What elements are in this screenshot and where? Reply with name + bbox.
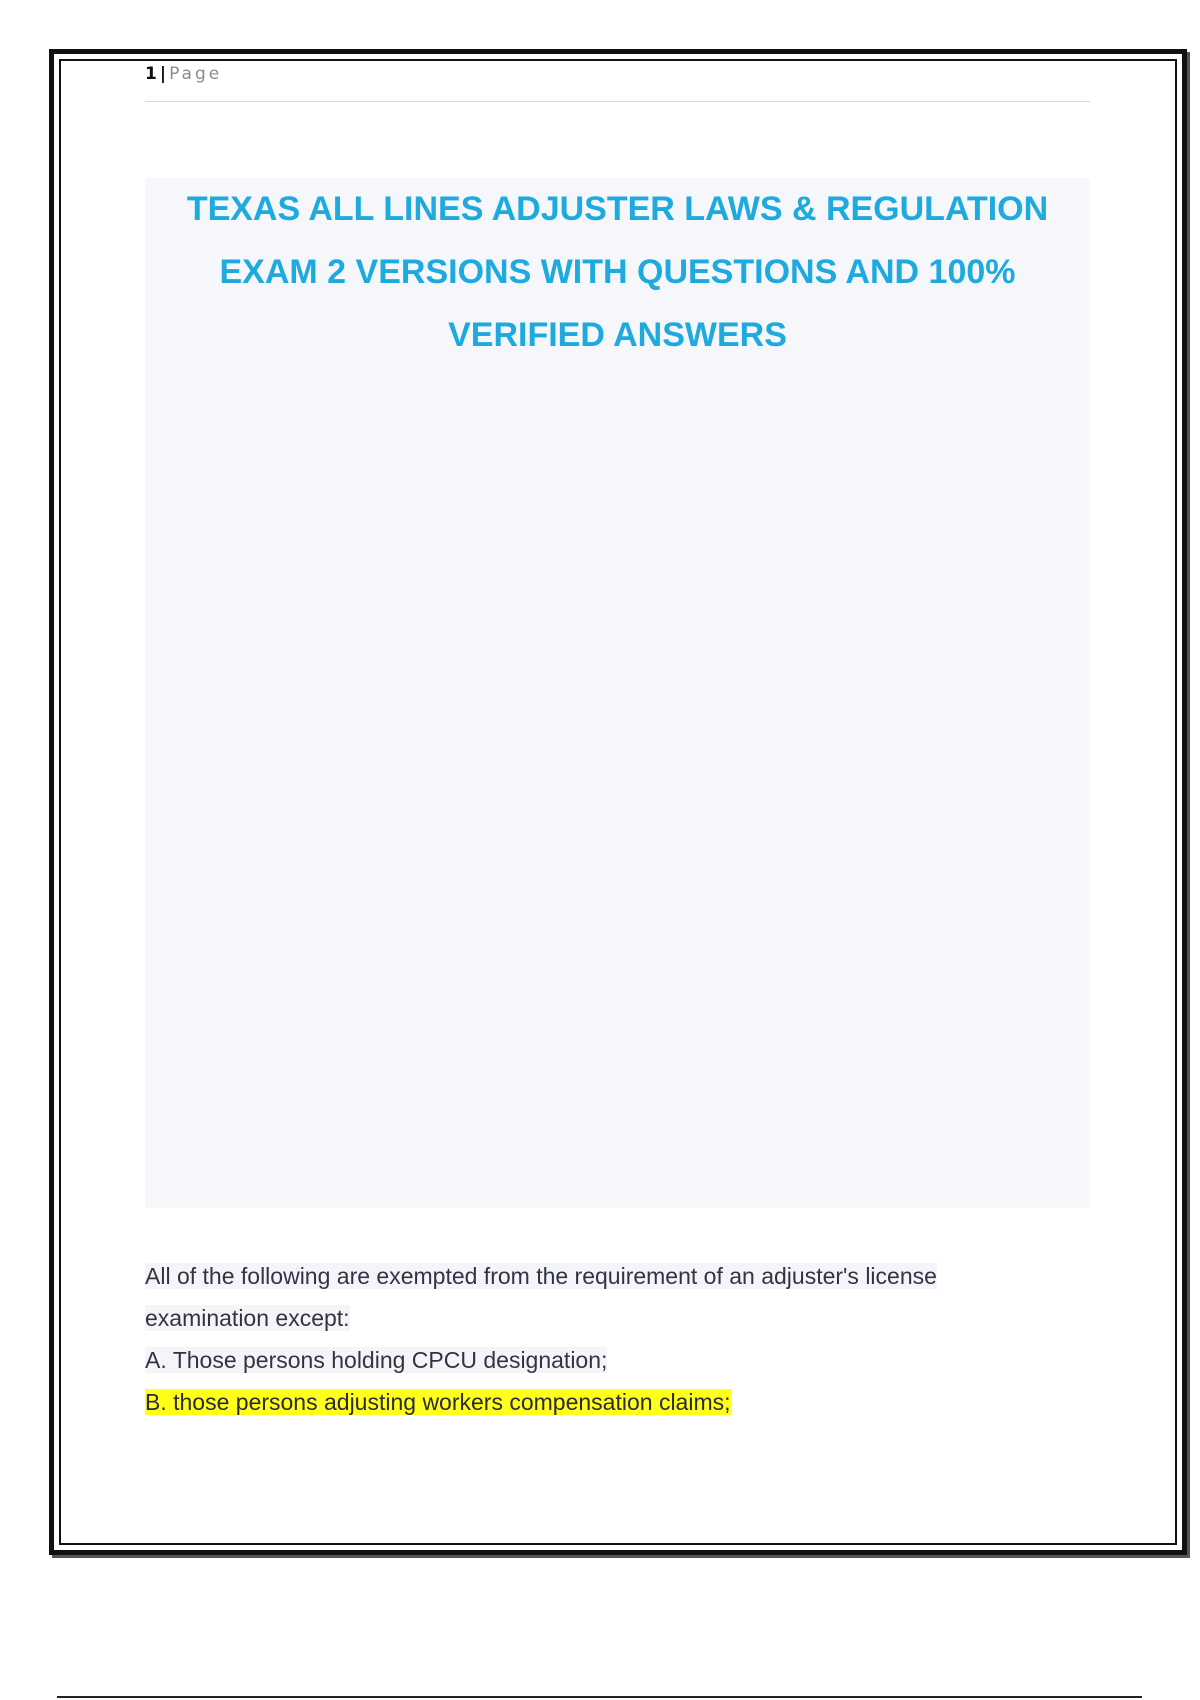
answer-option-b bbox=[145, 1381, 1090, 1423]
page-number-separator: | bbox=[159, 64, 167, 84]
question-stem-line-1: All of the following are exempted from the requirement of an adjuster's license bbox=[145, 1263, 937, 1289]
document-title bbox=[145, 178, 1090, 367]
page-word: Page bbox=[169, 64, 223, 84]
answer-option-a: A. Those persons holding CPCU designation; bbox=[145, 1347, 608, 1373]
title-line-3: VERIFIED ANSWERS bbox=[448, 316, 787, 354]
title-block bbox=[145, 178, 1090, 1208]
title-line-2: EXAM 2 VERSIONS WITH QUESTIONS AND 100% bbox=[219, 253, 1016, 291]
page-number: 1 bbox=[145, 64, 157, 84]
footer-rule bbox=[57, 1696, 1142, 1698]
title-line-1: TEXAS ALL LINES ADJUSTER LAWS & REGULATION bbox=[186, 190, 1049, 228]
page-header bbox=[145, 62, 1090, 102]
question-stem-line-2: examination except: bbox=[145, 1305, 350, 1331]
page-number-label bbox=[145, 64, 222, 84]
question-block bbox=[145, 1255, 1090, 1423]
highlighted-answer: B. those persons adjusting workers compensation claims; bbox=[145, 1389, 731, 1415]
